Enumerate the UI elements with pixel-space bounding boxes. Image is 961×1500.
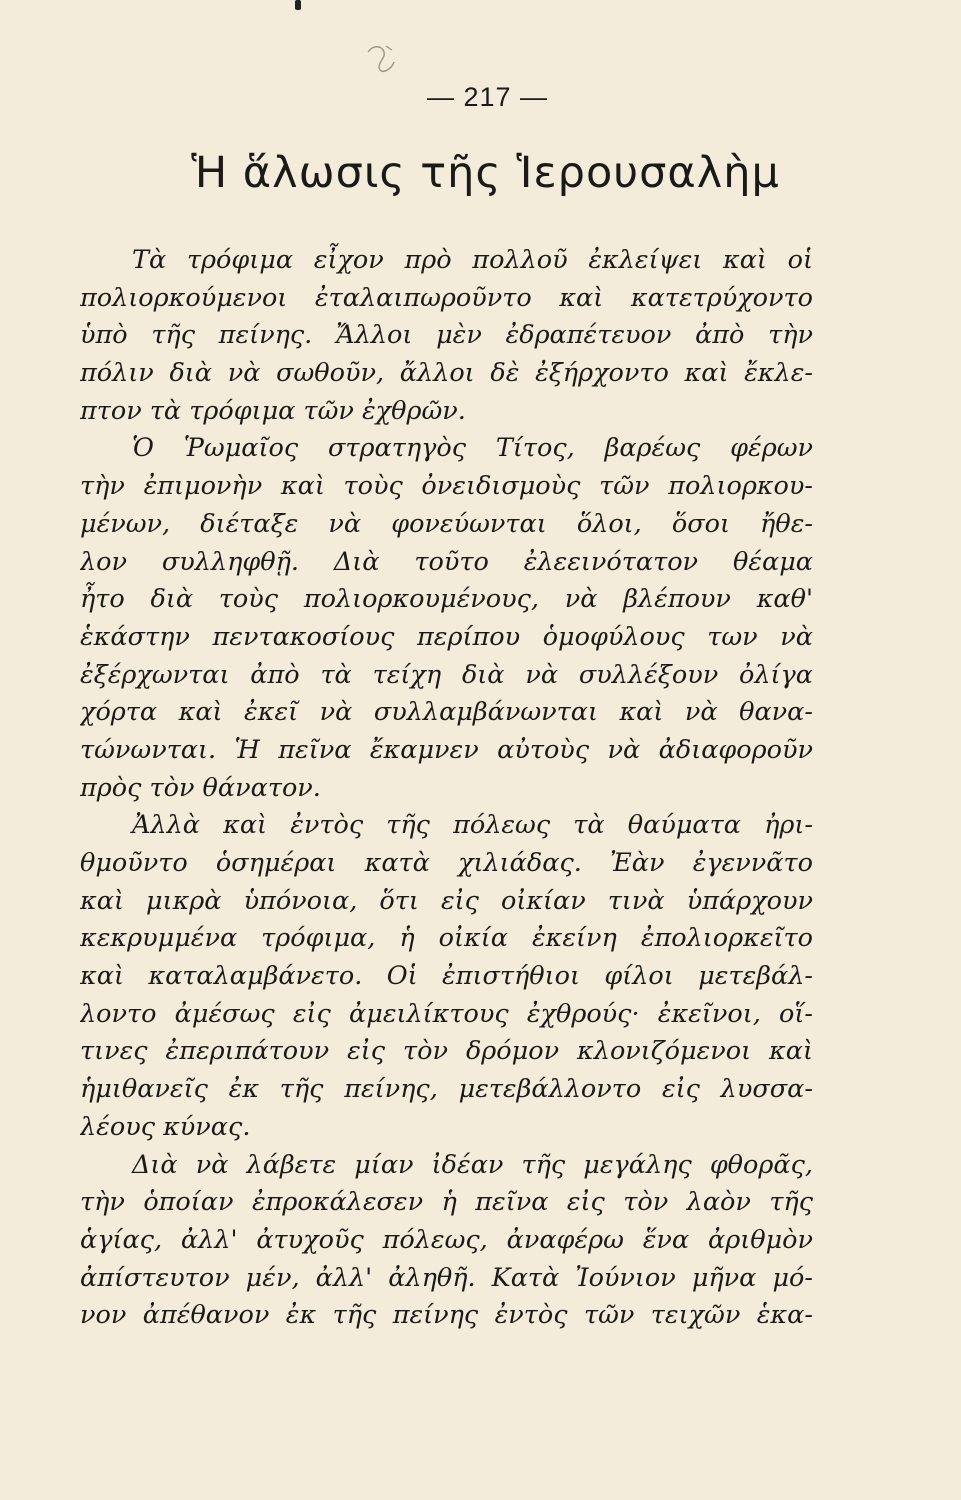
text-line: Ἀλλὰ καὶ ἐντὸς τῆς πόλεως τὰ θαύματα ἠρι- (132, 810, 813, 841)
text-line: χόρτα καὶ ἐκεῖ νὰ συλλαμβάνωνται καὶ νὰ θανα- (80, 697, 813, 728)
text-line: λέους κύνας. (80, 1111, 251, 1142)
text-line: λοντο ἀμέσως εἰς ἀμειλίκτους ἐχθρούς· ἐκεῖνοι, οἵ- (80, 998, 813, 1029)
text-line: καὶ καταλαμβάνετο. Οἱ ἐπιστήθιοι φίλοι μετεβάλ- (80, 961, 813, 992)
page-number: — 217 — (426, 82, 549, 112)
chapter-title: Ἡ ἅλωσις τῆς Ἱερουσαλὴμ (191, 148, 780, 198)
text-line: λον συλληφθῇ. Διὰ τοῦτο ἐλεεινότατον θέαμα (80, 546, 813, 577)
text-line: τὴν ἐπιμονὴν καὶ τοὺς ὀνειδισμοὺς τῶν πολιορκου- (80, 471, 813, 502)
text-line: καὶ μικρὰ ὑπόνοια, ὅτι εἰς οἰκίαν τινὰ ὑπάρχουν (80, 885, 813, 916)
text-line: ὑπὸ τῆς πείνης. Ἄλλοι μὲν ἐδραπέτευον ἀπὸ τὴν (80, 320, 813, 351)
text-line: πτον τὰ τρόφιμα τῶν ἐχθρῶν. (80, 395, 466, 426)
text-line: Διὰ νὰ λάβετε μίαν ἰδέαν τῆς μεγάλης φθορᾶς, (132, 1149, 813, 1180)
pencil-scribble (362, 40, 402, 76)
text-line: κεκρυμμένα τρόφιμα, ἡ οἰκία ἐκείνη ἐπολιορκεῖτο (80, 923, 813, 954)
body-text (80, 242, 813, 1335)
text-line: ἡμιθανεῖς ἐκ τῆς πείνης, μετεβάλλοντο εἰς λυσσα- (80, 1074, 813, 1105)
text-line: πόλιν διὰ νὰ σωθοῦν, ἄλλοι δὲ ἐξήρχοντο καὶ ἔκλε- (80, 358, 813, 389)
text-line: ἀπίστευτον μέν, ἀλλ' ἀληθῆ. Κατὰ Ἰούνιον μῆνα μό- (80, 1262, 813, 1293)
text-line: θμοῦντο ὁσημέραι κατὰ χιλιάδας. Ἐὰν ἐγεννᾶτο (80, 848, 813, 878)
text-line: νον ἀπέθανον ἐκ τῆς πείνης ἐντὸς τῶν τειχῶν ἑκα- (80, 1300, 813, 1331)
ink-mark (295, 0, 301, 10)
text-line: πολιορκούμενοι ἐταλαιπωροῦντο καὶ κατετρύχοντο (80, 282, 813, 313)
text-line: τὴν ὁποίαν ἐπροκάλεσεν ἡ πεῖνα εἰς τὸν λαὸν τῆς (80, 1187, 813, 1218)
text-line: μένων, διέταξε νὰ φονεύωνται ὅλοι, ὅσοι ἤθε- (80, 508, 813, 539)
text-line: Τὰ τρόφιμα εἶχον πρὸ πολλοῦ ἐκλείψει καὶ οἱ (132, 245, 813, 275)
text-line: πρὸς τὸν θάνατον. (80, 772, 321, 803)
text-line: ἦτο διὰ τοὺς πολιορκουμένους, νὰ βλέπουν καθ' (80, 584, 813, 615)
text-line: ἐξέρχωνται ἀπὸ τὰ τείχη διὰ νὰ συλλέξουν ὀλίγα (80, 659, 813, 690)
text-line: Ὁ Ῥωμαῖος στρατηγὸς Τίτος, βαρέως φέρων (132, 433, 813, 464)
text-line: ἁγίας, ἀλλ' ἀτυχοῦς πόλεως, ἀναφέρω ἕνα ἀριθμὸν (80, 1224, 813, 1255)
text-line: τώνωνται. Ἡ πεῖνα ἔκαμνεν αὐτοὺς νὰ ἀδιαφοροῦν (80, 734, 813, 765)
text-line: τινες ἐπεριπάτουν εἰς τὸν δρόμον κλονιζόμενοι καὶ (80, 1036, 813, 1067)
text-line: ἑκάστην πεντακοσίους περίπου ὁμοφύλους των νὰ (80, 621, 813, 652)
